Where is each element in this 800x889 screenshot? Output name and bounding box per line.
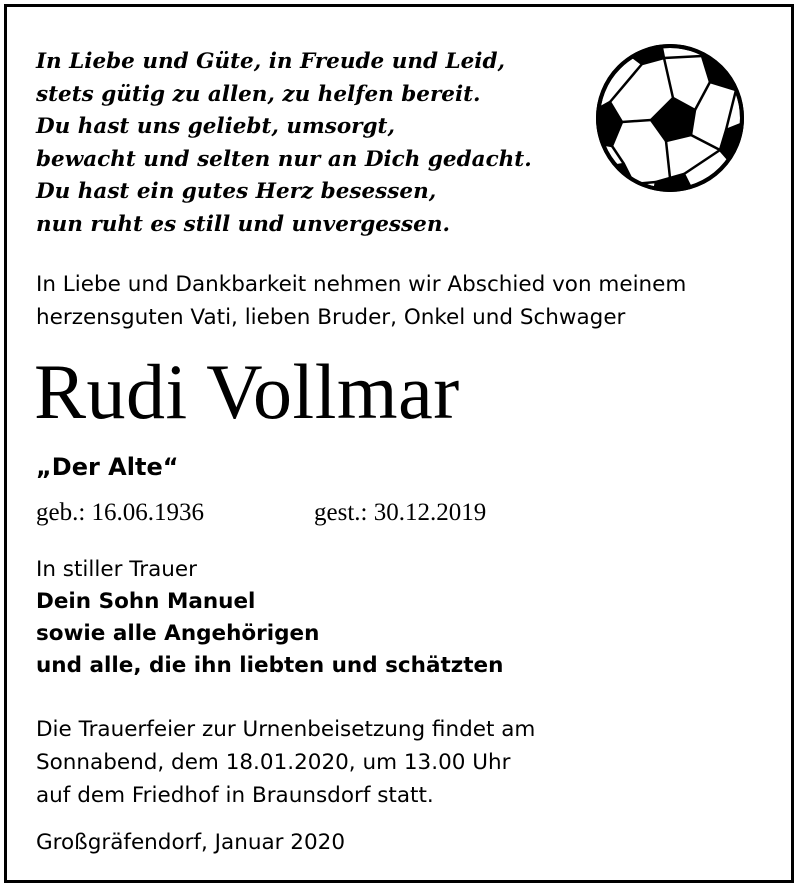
poem-line: bewacht und selten nur an Dich gedacht. — [36, 146, 532, 172]
mourners-intro: In stiller Trauer — [36, 557, 197, 582]
deceased-name: Rudi Vollmar — [34, 348, 460, 435]
intro-text — [36, 268, 686, 334]
poem-line: Du hast ein gutes Herz besessen, — [36, 179, 437, 204]
mourner-line: Dein Sohn Manuel — [36, 589, 256, 614]
poem-line: stets gütig zu allen, zu helfen bereit. — [36, 81, 481, 107]
intro-line: herzensguten Vati, lieben Bruder, Onkel und Schwager — [36, 305, 626, 330]
mourner-line: sowie alle Angehörigen — [36, 621, 320, 646]
intro-line: In Liebe und Dankbarkeit nehmen wir Abschied von meinem — [36, 272, 687, 297]
poem-line: Du hast uns geliebt, umsorgt, — [36, 114, 395, 139]
birth-date: geb.: 16.06.1936 — [36, 499, 205, 526]
ceremony-line: Sonnabend, dem 18.01.2020, um 13.00 Uhr — [36, 750, 511, 775]
mourner-line: und alle, die ihn liebten und schätzten — [36, 653, 504, 678]
soccer-ball-icon — [594, 42, 746, 194]
ceremony-line: Die Trauerfeier zur Urnenbeisetzung findet am — [36, 717, 536, 742]
death-date: gest.: 30.12.2019 — [314, 499, 487, 526]
poem-line: In Liebe und Güte, in Freude und Leid, — [36, 49, 505, 74]
ceremony-info — [36, 713, 535, 812]
memorial-poem — [36, 46, 532, 241]
ceremony-line: auf dem Friedhof in Braunsdorf statt. — [36, 783, 434, 808]
mourners-block — [36, 554, 503, 682]
deceased-nickname: „Der Alte“ — [36, 453, 179, 481]
place-and-date: Großgräfendorf, Januar 2020 — [36, 830, 346, 855]
poem-line: nun ruht es still und unvergessen. — [36, 211, 450, 237]
